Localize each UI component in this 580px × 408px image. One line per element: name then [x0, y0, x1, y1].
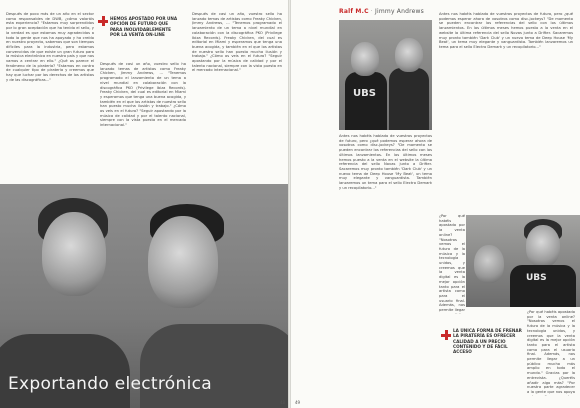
left-page	[0, 0, 288, 408]
right-col1-text: Antes nos habéis hablado de vuestros proyectos de futuro, pero ¿qué podemos esperar ahora de vosotros como disc-jockeys? "De momento se pueden encontrar los referencias del sello con los últimos lanzamientos. En los últimos meses hemos puesto a la venta en el website la última referencia del sello Novas junto a Drifter. Sacaremos muy pronto también 'Dark Club' y un nuevo tema de Deep House 'My Beat', un tema muy elegante y vanguardista. También lanzaremos un tema para el sello Electro Demark y un recopilatorio..."	[339, 134, 432, 190]
left-pull-quote: HEMOS APOSTADO POR UNA OPCIÓN DE FUTURO QUE PARA INOLVIDABLEMENTE POR LA VENTA ON-LINE	[110, 16, 178, 37]
section-title-prefix: Ralf M.C	[339, 8, 369, 15]
section-title-separator: ·	[370, 8, 376, 15]
left-intro-text: Después de poco más de un año en el sector como responsables de DWB, ¿cómo valoráis esta experiencia? "Estamos muy sorprendidos por lo gran aceptación que ha tenido el sello, y la verdad es que estamos muy agradecidos a todo la gente que nos ha apoyado y ha creído en nuestro proyecto, sabemos que son tiempos difíciles para la industria, pero estamos convencidos de que existe un gran futuro para la música electrónica en nuestro país y que nos vamos a centrar en ello." ¿Qué os parece el fenómeno de la piratería? "Estamos en contra de cualquier tipo de piratería y creemos que hay que luchar por los derechos de los artistas y de las discográficas..."	[6, 12, 94, 82]
right-page-number: 49	[295, 400, 301, 405]
left-page-number: 48	[280, 400, 286, 405]
right-intro-text: Antes nos habéis hablado de vuestros proyectos de futuro, pero ¿qué podemos esperar ahora de vosotros como disc-jockeys? "De momento se pueden encontrar los referencias del sello con los últimos lanzamientos. En los últimos meses hemos puesto a la venta en el website la última referencia del sello Novas junto a Drifter. Sacaremos muy pronto también 'Dark Club' y un nuevo tema de Deep House 'My Beat', un tema muy elegante y vanguardista. También lanzaremos un tema para el sello Electro Demark y un recopilatorio..."	[439, 12, 573, 49]
right-page	[291, 0, 580, 408]
left-col3-text: Después de casi un año, vuestro sello ha lanzado temas de artistas como Freaky Chicken, Jimmy Andrews, ... "Tenemos programado el lanzamiento de un tema a nivel mundial en colaboración con la discográfica PKO (Privilege Ibiza Records). Freaky Chicken, del cual es editorial en Miami y esperamos que tenga una buena acogida, y también en el que los artistas de nuestro sello han puesto mucha ilusión y trabajo." ¿Cómo os veis en el futuro? "Seguir apostando por la música de calidad y por el talento nacional, siempre con la vista puesta en el mercado internacional."	[192, 12, 282, 73]
right-col3-text: ¿Por qué habéis apostado por la venta online? "Nosotros vemos el futuro de la música y la tecnología unidos, y creemos que la venta digital es la mejor opción tanto para el artista como para el usuario final. Además, nos permite llegar a un público mucho más amplio en todo el mundo." Gracias por la entrevista. ¿Queréis añadir algo más? "Por nuestra parte agradecer a la gente que nos apoya	[527, 310, 575, 394]
right-pull-quote: LA ÚNICA FORMA DE FRENAR LA PIRATERÍA ES OFRECER CALIDAD A UN PRECIO CONTENIDO Y DE FÁCIL ACCESO	[453, 328, 522, 355]
ubs-shirt-label: UBS	[353, 88, 376, 99]
ubs-shirt-label-small: UBS	[526, 273, 547, 283]
duo-portrait-photo-small	[466, 215, 580, 307]
section-title-names: Jimmy Andrews	[375, 8, 424, 15]
right-col2-text: ¿Por qué habéis apostado por la venta online? "Nosotros vemos el futuro de la música y la tecnología unidos, y creemos que la venta digital es la mejor opción tanto para el artista como para el usuario final. Además, nos permite llegar	[439, 214, 465, 313]
left-col2-text: Después de casi un año, vuestro sello ha lanzado temas de artistas como Freaky Chicken, Jimmy Andrews, ... "Tenemos programado el lanzamiento de un tema a nivel mundial en colaboración con la discográfica PKO (Privilege Ibiza Records). Freaky Chicken, del cual es editorial en Miami y esperamos que tenga una buena acogida, y también en el que los artistas de nuestro sello han puesto mucha ilusión y trabajo." ¿Cómo os veis en el futuro? "Seguir apostando por la música de calidad y por el talento nacional, siempre con la vista puesta en el mercado internacional."	[100, 62, 186, 128]
feature-headline: Exportando electrónica	[8, 374, 212, 394]
duo-standing-photo	[339, 20, 432, 130]
red-cross-icon	[98, 16, 108, 26]
red-cross-icon	[441, 330, 451, 340]
section-title	[339, 8, 424, 15]
